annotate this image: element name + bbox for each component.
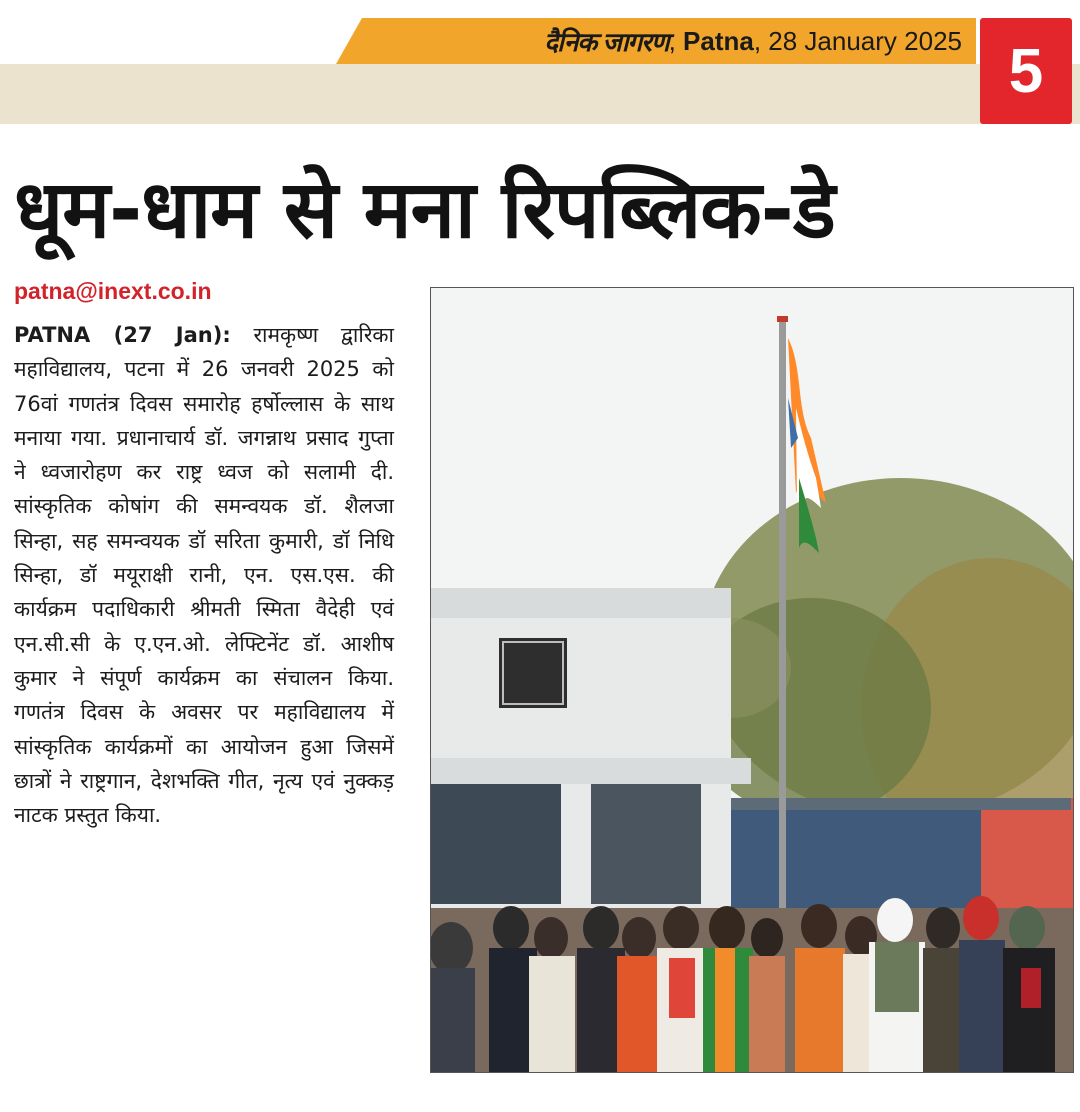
newspaper-name: दैनिक जागरण: [544, 27, 669, 57]
header-band: [0, 64, 1080, 124]
article-body: [14, 318, 394, 832]
reporter-email: patna@inext.co.in: [14, 278, 212, 304]
edition-date: 28 January 2025: [768, 25, 962, 56]
article-headline: धूम-धाम से मना रिपब्लिक-डे: [14, 163, 835, 256]
masthead: दैनिक जागरण , Patna , 28 January 2025: [340, 18, 962, 64]
page-number-badge: 5: [980, 18, 1072, 124]
edition-city: Patna: [683, 25, 754, 56]
article-text: रामकृष्ण द्वारिका महाविद्यालय, पटना में 26 जनवरी 2025 को 76वां गणतंत्र दिवस समारोह हर्षोल्लास के साथ मनाया गया. प्रधानाचार्य डॉ. जगन्नाथ प्रसाद गुप्ता ने ध्वजारोहण कर राष्ट्र ध्वज को सलामी दी. सांस्कृतिक कोषांग की समन्वयक डॉ. शैलजा सिन्हा, सह समन्वयक डॉ सरिता कुमारी, डॉ निधि सिन्हा, डॉ मयूराक्षी रानी, एन. एस.एस. की कार्यक्रम पदाधिकारी श्रीमती स्मिता वैदेही एवं एन.सी.सी के ए.एन.ओ. लेफ्टिनेंट डॉ. आशीष कुमार ने संपूर्ण कार्यक्रम का संचालन किया. गणतंत्र दिवस के अवसर पर महाविद्यालय में सांस्कृतिक कार्यक्रमों का आयोजन हुआ जिसमें छात्रों ने राष्ट्रगान, देशभक्ति गीत, नृत्य एवं नुक्कड़ नाटक प्रस्तुत किया.: [14, 323, 394, 828]
article-dateline: PATNA (27 Jan):: [14, 323, 231, 347]
event-photo: [430, 287, 1074, 1073]
flag-hoisting-photo-illustration: [431, 288, 1073, 1072]
